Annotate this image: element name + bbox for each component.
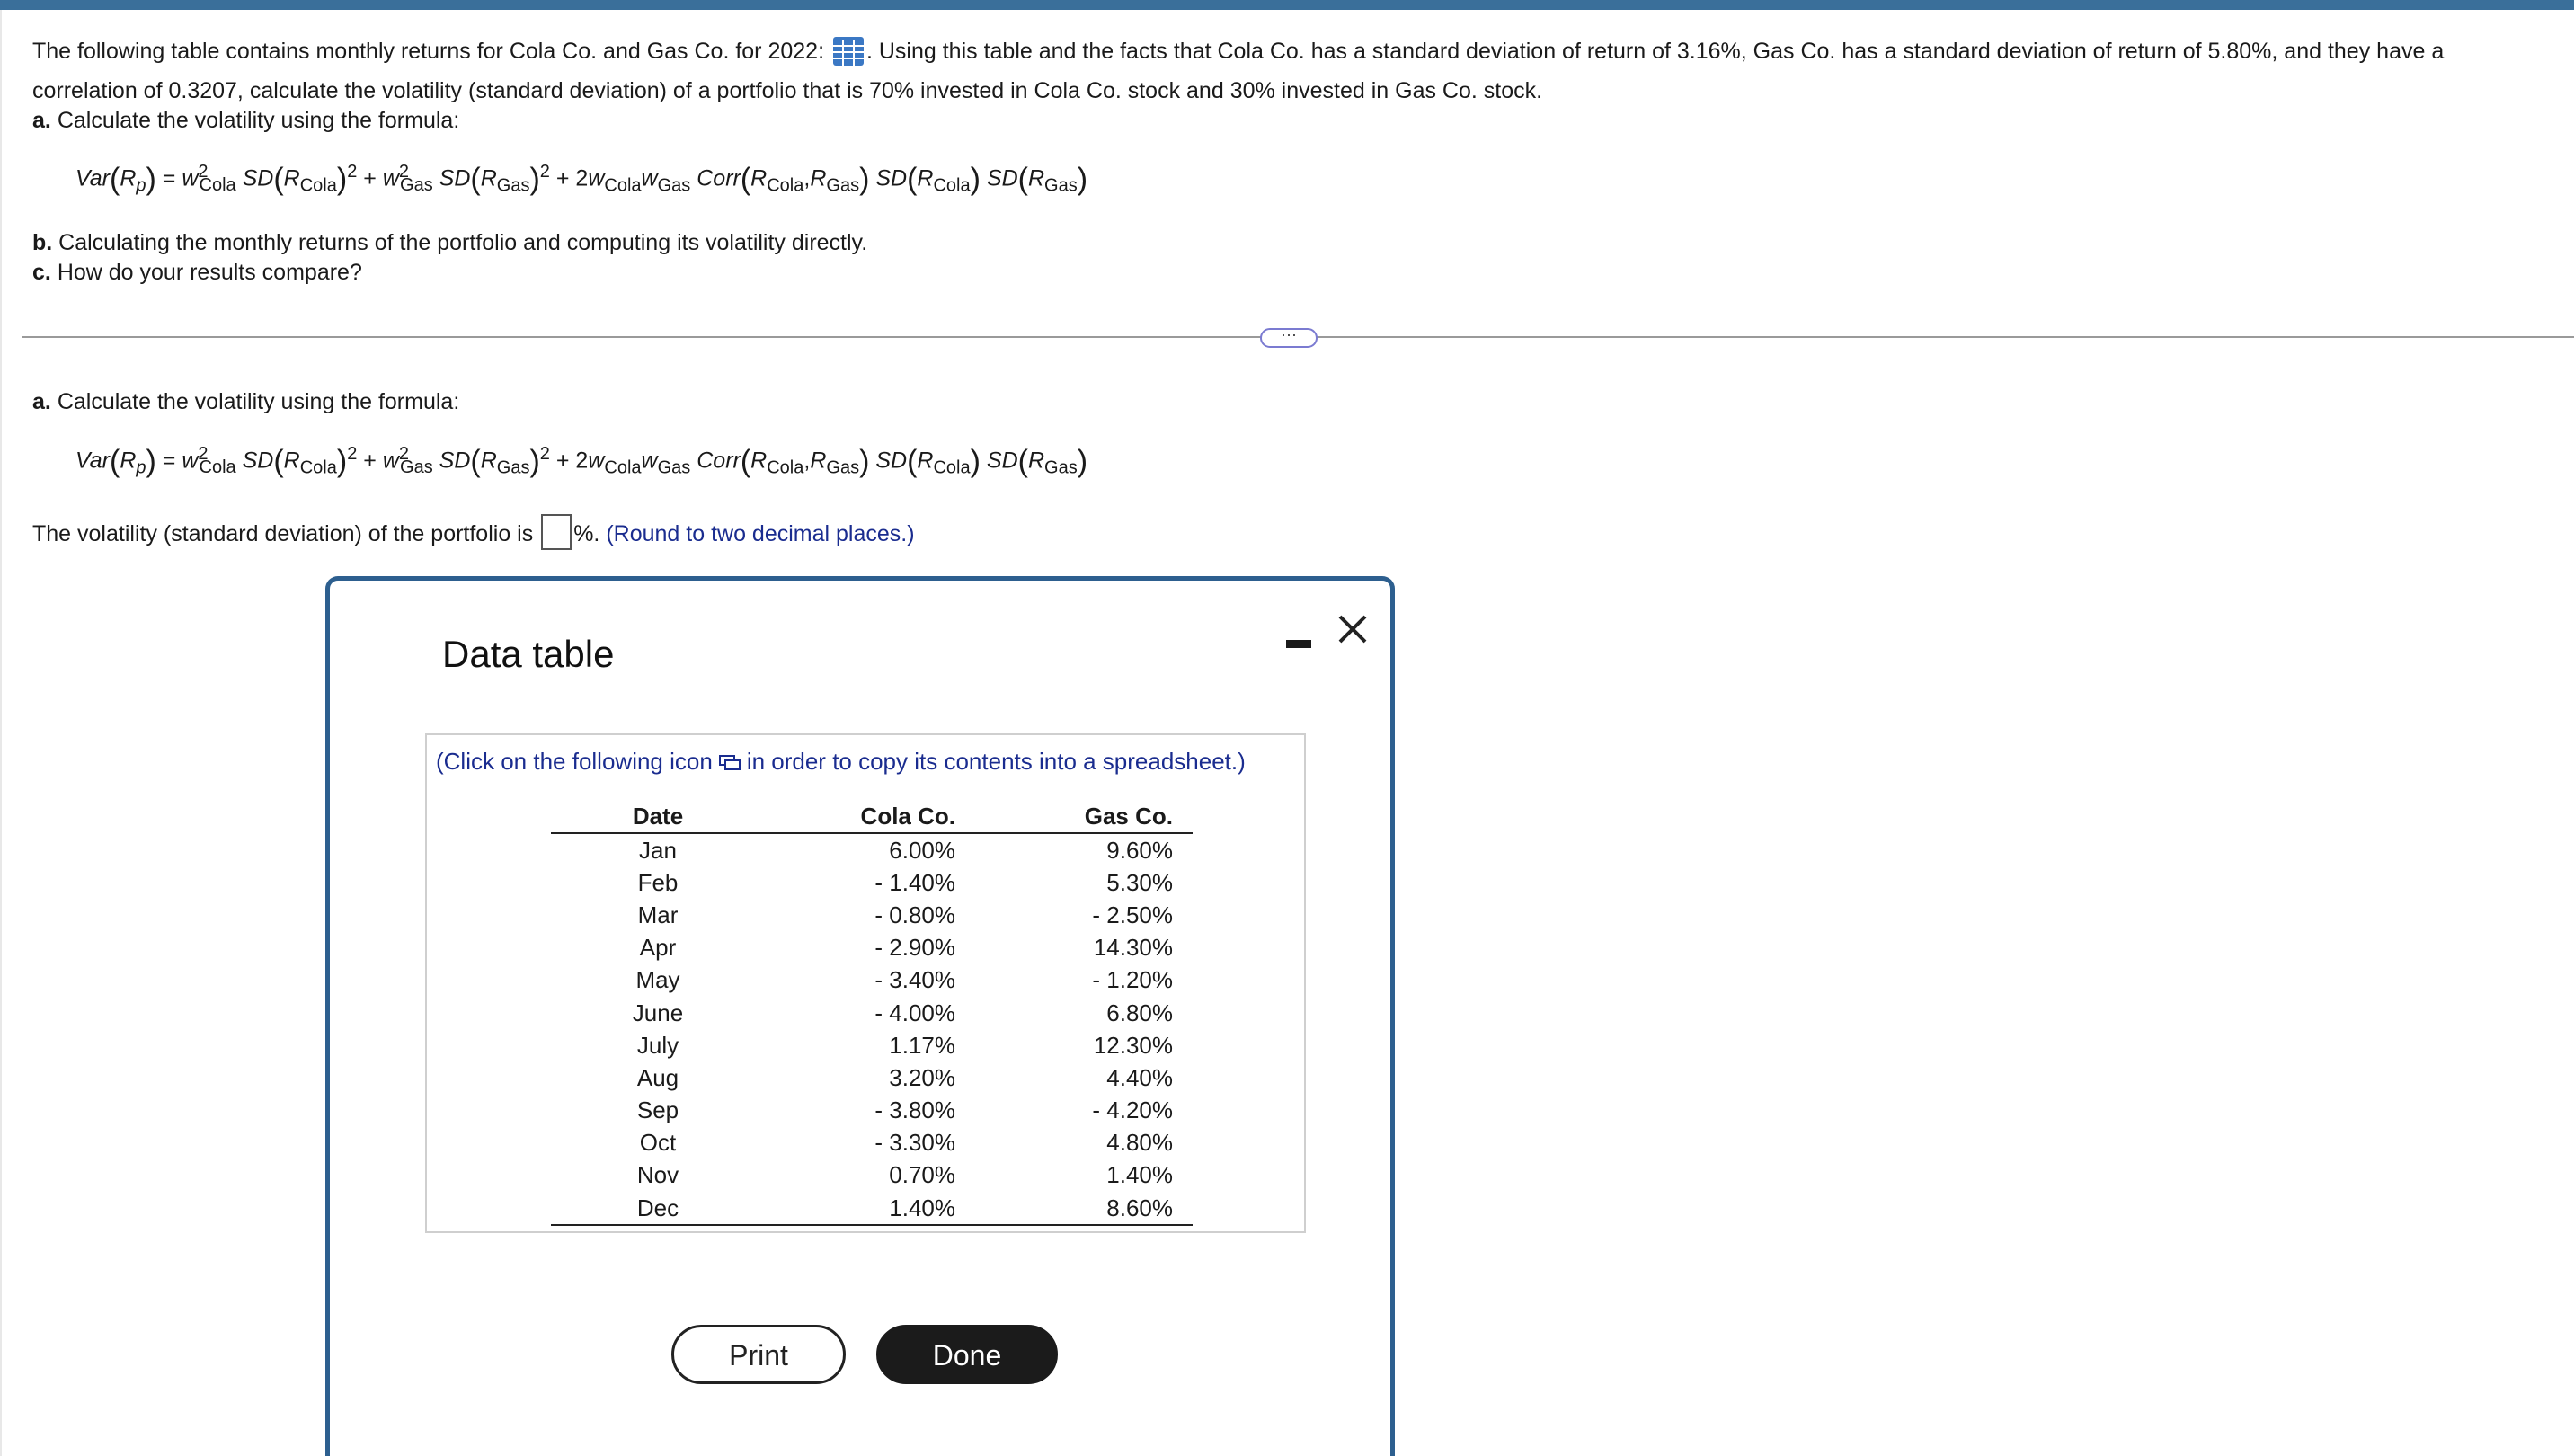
date-cell: Nov [636, 1161, 679, 1189]
cola-cell: - 3.40% [874, 966, 955, 994]
print-button[interactable]: Print [671, 1325, 846, 1384]
part-c-text: How do your results compare? [57, 260, 362, 285]
cola-cell: 3.20% [889, 1063, 955, 1091]
question-text-cont: . Using this table and the facts that Cola Co. has a standard deviation of return of 3.16%, Gas Co. has a standard deviation of return of 5.80%, and they have a [865, 39, 2445, 64]
table-row [551, 899, 1193, 931]
question-part-a [32, 105, 459, 136]
done-button[interactable]: Done [876, 1325, 1058, 1384]
answer-line [32, 514, 915, 550]
returns-table [551, 800, 1193, 1226]
table-row [551, 1192, 1193, 1225]
part-b-text: Calculating the monthly returns of the portfolio and computing its volatility directly. [58, 230, 868, 255]
part-a-text: Calculate the volatility using the formula: [57, 108, 460, 133]
part-a-label: a. [32, 108, 51, 133]
table-header-row [551, 800, 1193, 833]
question-part-b [32, 227, 867, 258]
minimize-icon[interactable] [1286, 640, 1311, 648]
top-accent-bar [0, 0, 2574, 10]
dialog-title: Data table [442, 633, 615, 675]
date-cell: Aug [636, 1063, 679, 1091]
cola-cell: - 2.90% [874, 934, 955, 962]
copy-instruction: (Click on the following icon in order to copy its contents into a spreadsheet.) [436, 748, 1246, 775]
data-table-icon[interactable] [832, 36, 865, 67]
column-header: Cola Co. [765, 800, 982, 833]
copy-icon[interactable] [718, 750, 741, 768]
table-row [551, 1159, 1193, 1192]
table-row [551, 932, 1193, 964]
gas-cell: 12.30% [1093, 1031, 1173, 1059]
date-cell: Oct [639, 1129, 677, 1157]
variance-formula-answer: $Var(R_p) = w^2_{Cola}$ $SD(R_{Cola})^2 + w^2_{Gas}$ $SD(R_{Gas})^2 + 2w_{Cola}w_{Gas}$ $Corr(R_{Cola},R_{Gas})$ $SD(R_{Cola})$ $SD(R_{Gas})$ [75, 444, 1088, 479]
date-cell: Mar [637, 901, 679, 928]
question-line-2: correlation of 0.3207, calculate the volatility (standard deviation) of a portfolio that is 70% invested in Cola Co. stock and 30% invested in Gas Co. stock. [32, 78, 1543, 103]
close-icon[interactable] [1335, 611, 1371, 647]
cola-cell: 1.17% [889, 1031, 955, 1059]
table-row [551, 833, 1193, 866]
part-c-label: c. [32, 260, 51, 285]
date-cell: June [632, 999, 684, 1026]
cola-cell: 1.40% [765, 1192, 982, 1225]
table-row [551, 1095, 1193, 1127]
cola-cell: - 0.80% [874, 901, 955, 928]
answer-part-label: a. [32, 389, 51, 414]
data-table-dialog [325, 576, 1395, 1456]
gas-cell: - 2.50% [1092, 901, 1173, 928]
date-cell: Sep [636, 1096, 679, 1124]
cola-cell: - 1.40% [874, 868, 955, 896]
question-line-1 [32, 36, 2444, 67]
column-header: Date [551, 800, 765, 833]
gas-cell: 4.80% [1106, 1129, 1173, 1157]
cola-cell: 0.70% [889, 1161, 955, 1189]
gas-cell: 4.40% [1106, 1063, 1173, 1091]
date-cell: Dec [551, 1192, 765, 1225]
cola-cell: - 3.80% [874, 1096, 955, 1124]
part-b-label: b. [32, 230, 53, 255]
answer-part-text: Calculate the volatility using the formula: [57, 389, 460, 414]
question-text: The following table contains monthly returns for Cola Co. and Gas Co. for 2022: [32, 39, 825, 64]
cola-cell: - 3.30% [874, 1129, 955, 1157]
gas-cell: 1.40% [1106, 1161, 1173, 1189]
table-row [551, 997, 1193, 1029]
rounding-hint: (Round to two decimal places.) [606, 521, 915, 546]
gas-cell: 6.80% [1106, 999, 1173, 1026]
data-table-frame [425, 733, 1306, 1233]
gas-cell: - 4.20% [1092, 1096, 1173, 1124]
table-row [551, 1029, 1193, 1061]
left-edge [0, 10, 2, 1456]
gas-cell: 8.60% [982, 1192, 1193, 1225]
volatility-answer-input[interactable] [541, 514, 572, 550]
table-row [551, 1127, 1193, 1159]
cola-cell: - 4.00% [874, 999, 955, 1026]
answer-part-a [32, 386, 459, 417]
date-cell: Jan [639, 836, 677, 864]
variance-formula: $Var(R_p) = w^2_{Cola}$ $SD(R_{Cola})^2 + w^2_{Gas}$ $SD(R_{Gas})^2 + 2w_{Cola}w_{Gas}$ $Corr(R_{Cola},R_{Gas})$ $SD(R_{Cola})$ $SD(R_{Gas})$ [75, 162, 1088, 197]
answer-prompt: The volatility (standard deviation) of the portfolio is [32, 521, 534, 546]
gas-cell: 9.60% [1106, 836, 1173, 864]
date-cell: Apr [639, 934, 677, 962]
gas-cell: - 1.20% [1092, 966, 1173, 994]
cola-cell: 6.00% [889, 836, 955, 864]
table-row [551, 866, 1193, 899]
answer-unit: %. [573, 521, 600, 546]
date-cell: July [636, 1031, 679, 1059]
table-row [551, 964, 1193, 997]
gas-cell: 5.30% [1106, 868, 1173, 896]
column-header: Gas Co. [982, 800, 1193, 833]
date-cell: Feb [637, 868, 679, 896]
table-row [551, 1061, 1193, 1094]
gas-cell: 14.30% [1093, 934, 1173, 962]
date-cell: May [635, 966, 680, 994]
question-part-c [32, 257, 362, 288]
more-options-button[interactable]: ··· [1260, 328, 1318, 348]
